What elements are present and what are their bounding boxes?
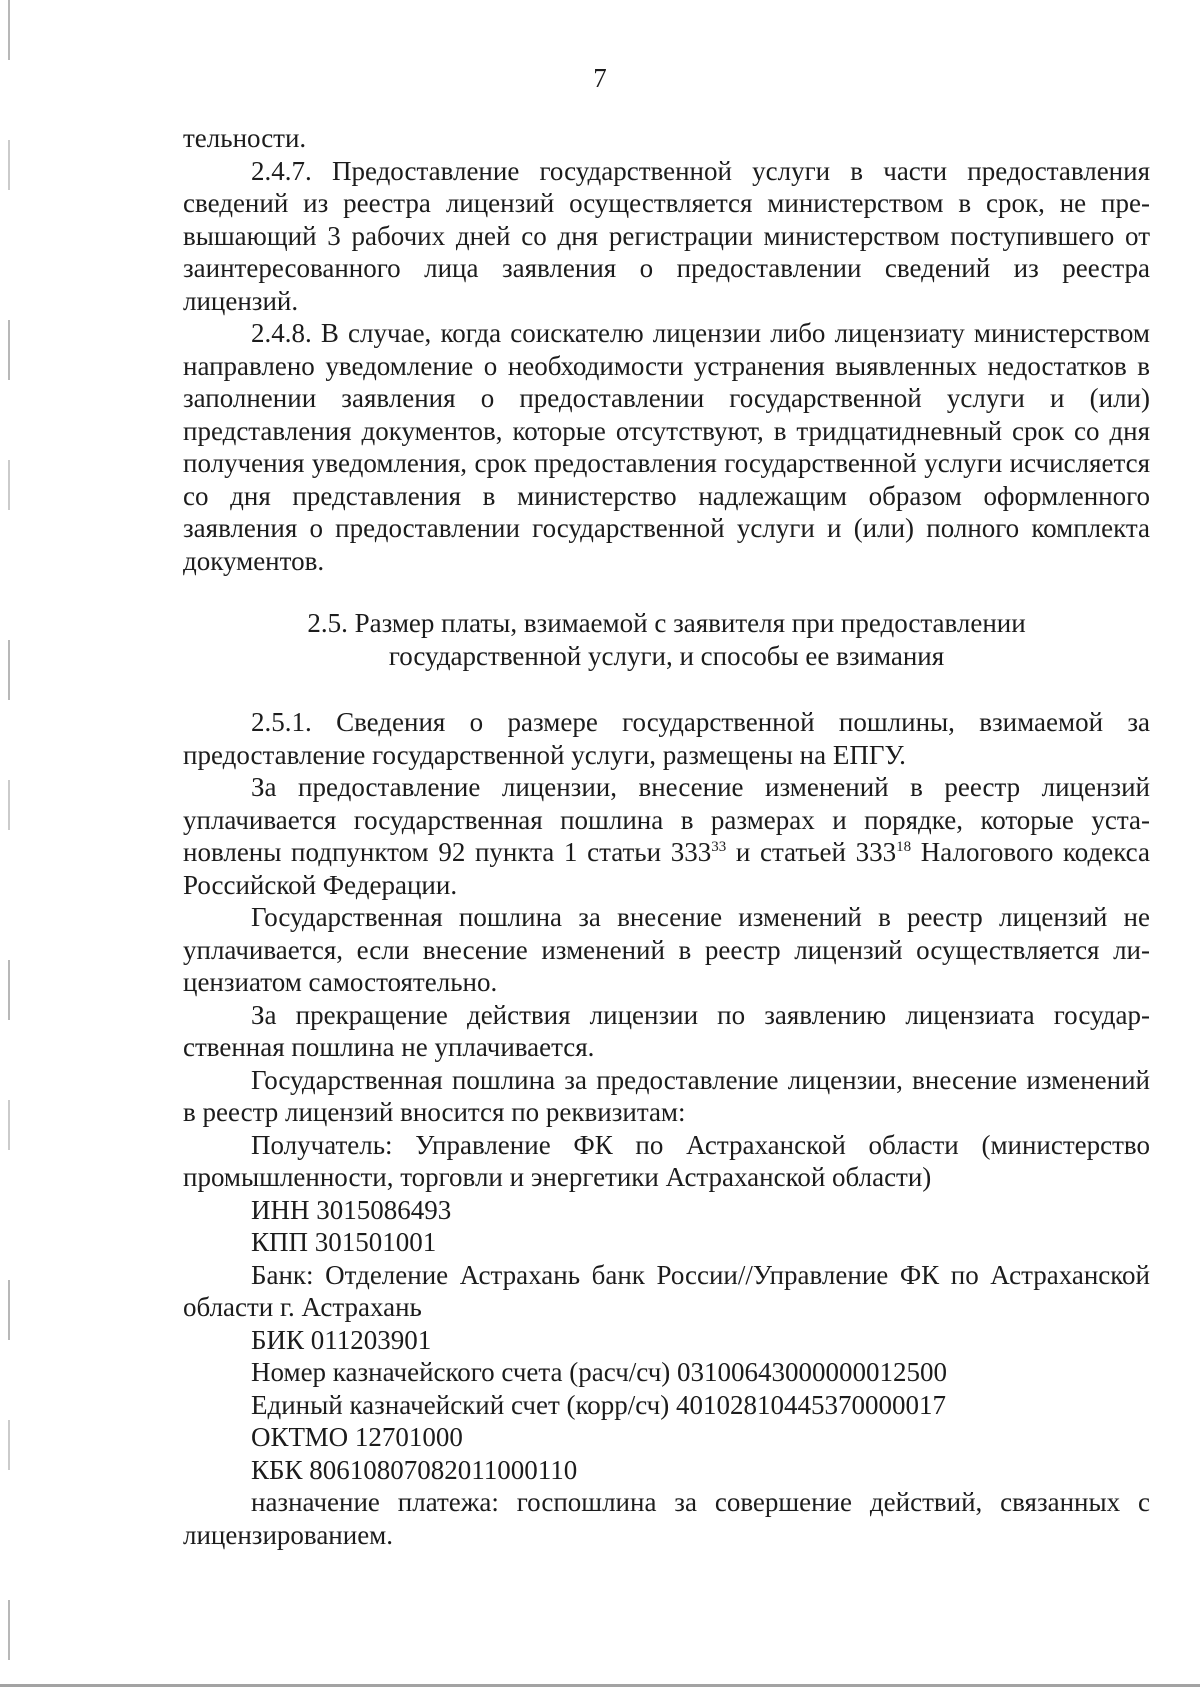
payment-treasury-account: Номер казначейского счета (расч/сч) 03100643000000012500 bbox=[251, 1357, 948, 1387]
payment-oktmo: ОКТМО 12701000 bbox=[251, 1422, 463, 1452]
payment-bik: БИК 011203901 bbox=[251, 1324, 432, 1355]
scan-edge-bottom bbox=[0, 1684, 1200, 1687]
scan-edge-left bbox=[8, 0, 10, 1696]
fee-rules-text-2: и статьей 333 bbox=[726, 837, 897, 867]
paragraph-2-4-8: 2.4.8. В случае, когда соискателю лицензии либо лицензиату министерством направлено уведомление о необходимости устранения выявленных недостатков в заполнении заявления о предоставлении государственной услуги и (или) представления документов, которые отсутствуют, в тридцатидневный срок со дня получения уведомления, срок предоставления государственной услуги исчисляется со дня представления в министерство надлежащим образом оформленного заявления о предоставлении государственной услуги и (или) полного комплекта документов. bbox=[183, 318, 1150, 576]
payment-inn: ИНН 3015086493 bbox=[251, 1194, 452, 1225]
section-heading-line-2: государственной услуги, и способы ее взимания bbox=[388, 640, 945, 671]
fee-rules-text-1: За предоставление лицензии, внесение изменений в реестр лицензий уплачивается государственная пошлина в размерах и порядке, которые установлены подпунктом 92 пункта 1 статьи 333 bbox=[183, 772, 1150, 867]
section-heading-line-1: 2.5. Размер платы, взимаемой с заявителя при предоставлении bbox=[307, 608, 1026, 638]
payment-single-treasury-account: Единый казначейский счет (корр/сч) 40102810445370000017 bbox=[251, 1389, 946, 1420]
paragraph-no-fee-termination: За прекращение действия лицензии по заявлению лицензиата государственная пошлина не уплачивается. bbox=[183, 999, 1150, 1062]
document-body bbox=[183, 122, 1150, 1551]
paragraph-2-5-1: 2.5.1. Сведения о размере государственной пошлины, взимаемой за предоставление государственной услуги, размещены на ЕПГУ. bbox=[183, 707, 1150, 770]
paragraph-no-fee-changes: Государственная пошлина за внесение изменений в реестр лицензий не уплачивается, если внесение изменений в реестр лицензий осуществляется лицензиатом самостоятельно. bbox=[183, 902, 1150, 997]
payment-purpose: назначение платежа: госпошлина за совершение действий, связанных с лицензированием. bbox=[183, 1487, 1150, 1550]
paragraph-fee-rules bbox=[183, 771, 1150, 901]
payment-recipient: Получатель: Управление ФК по Астраханской области (министерство промышленности, торговли и энергетики Астраханской области) bbox=[183, 1129, 1150, 1192]
fee-rules-text-3: Налогового кодекса Российской Федерации. bbox=[183, 837, 1150, 900]
paragraph-2-4-7: 2.4.7. Предоставление государственной услуги в части предоставления сведений из реестра лицензий осуществляется министерством в срок, не превышающий 3 рабочих дней со дня регистрации министерством поступившего от заинтересованного лица заявления о предоставлении сведений из реестра лицензий. bbox=[183, 155, 1150, 316]
payment-bank: Банк: Отделение Астрахань банк России//Управление ФК по Астраханской области г. Астрахань bbox=[183, 1259, 1150, 1322]
page-number: 7 bbox=[593, 63, 607, 93]
superscript-18: 18 bbox=[896, 839, 912, 855]
section-heading-2-5 bbox=[183, 607, 1150, 672]
payment-kbk: КБК 80610807082011000110 bbox=[251, 1454, 578, 1485]
superscript-33: 33 bbox=[711, 839, 727, 855]
paragraph-payment-details-intro: Государственная пошлина за предоставление лицензии, внесение изменений в реестр лицензий вносится по реквизитам: bbox=[183, 1064, 1150, 1127]
payment-kpp: КПП 301501001 bbox=[251, 1227, 437, 1257]
paragraph-continuation: тельности. bbox=[183, 123, 307, 153]
